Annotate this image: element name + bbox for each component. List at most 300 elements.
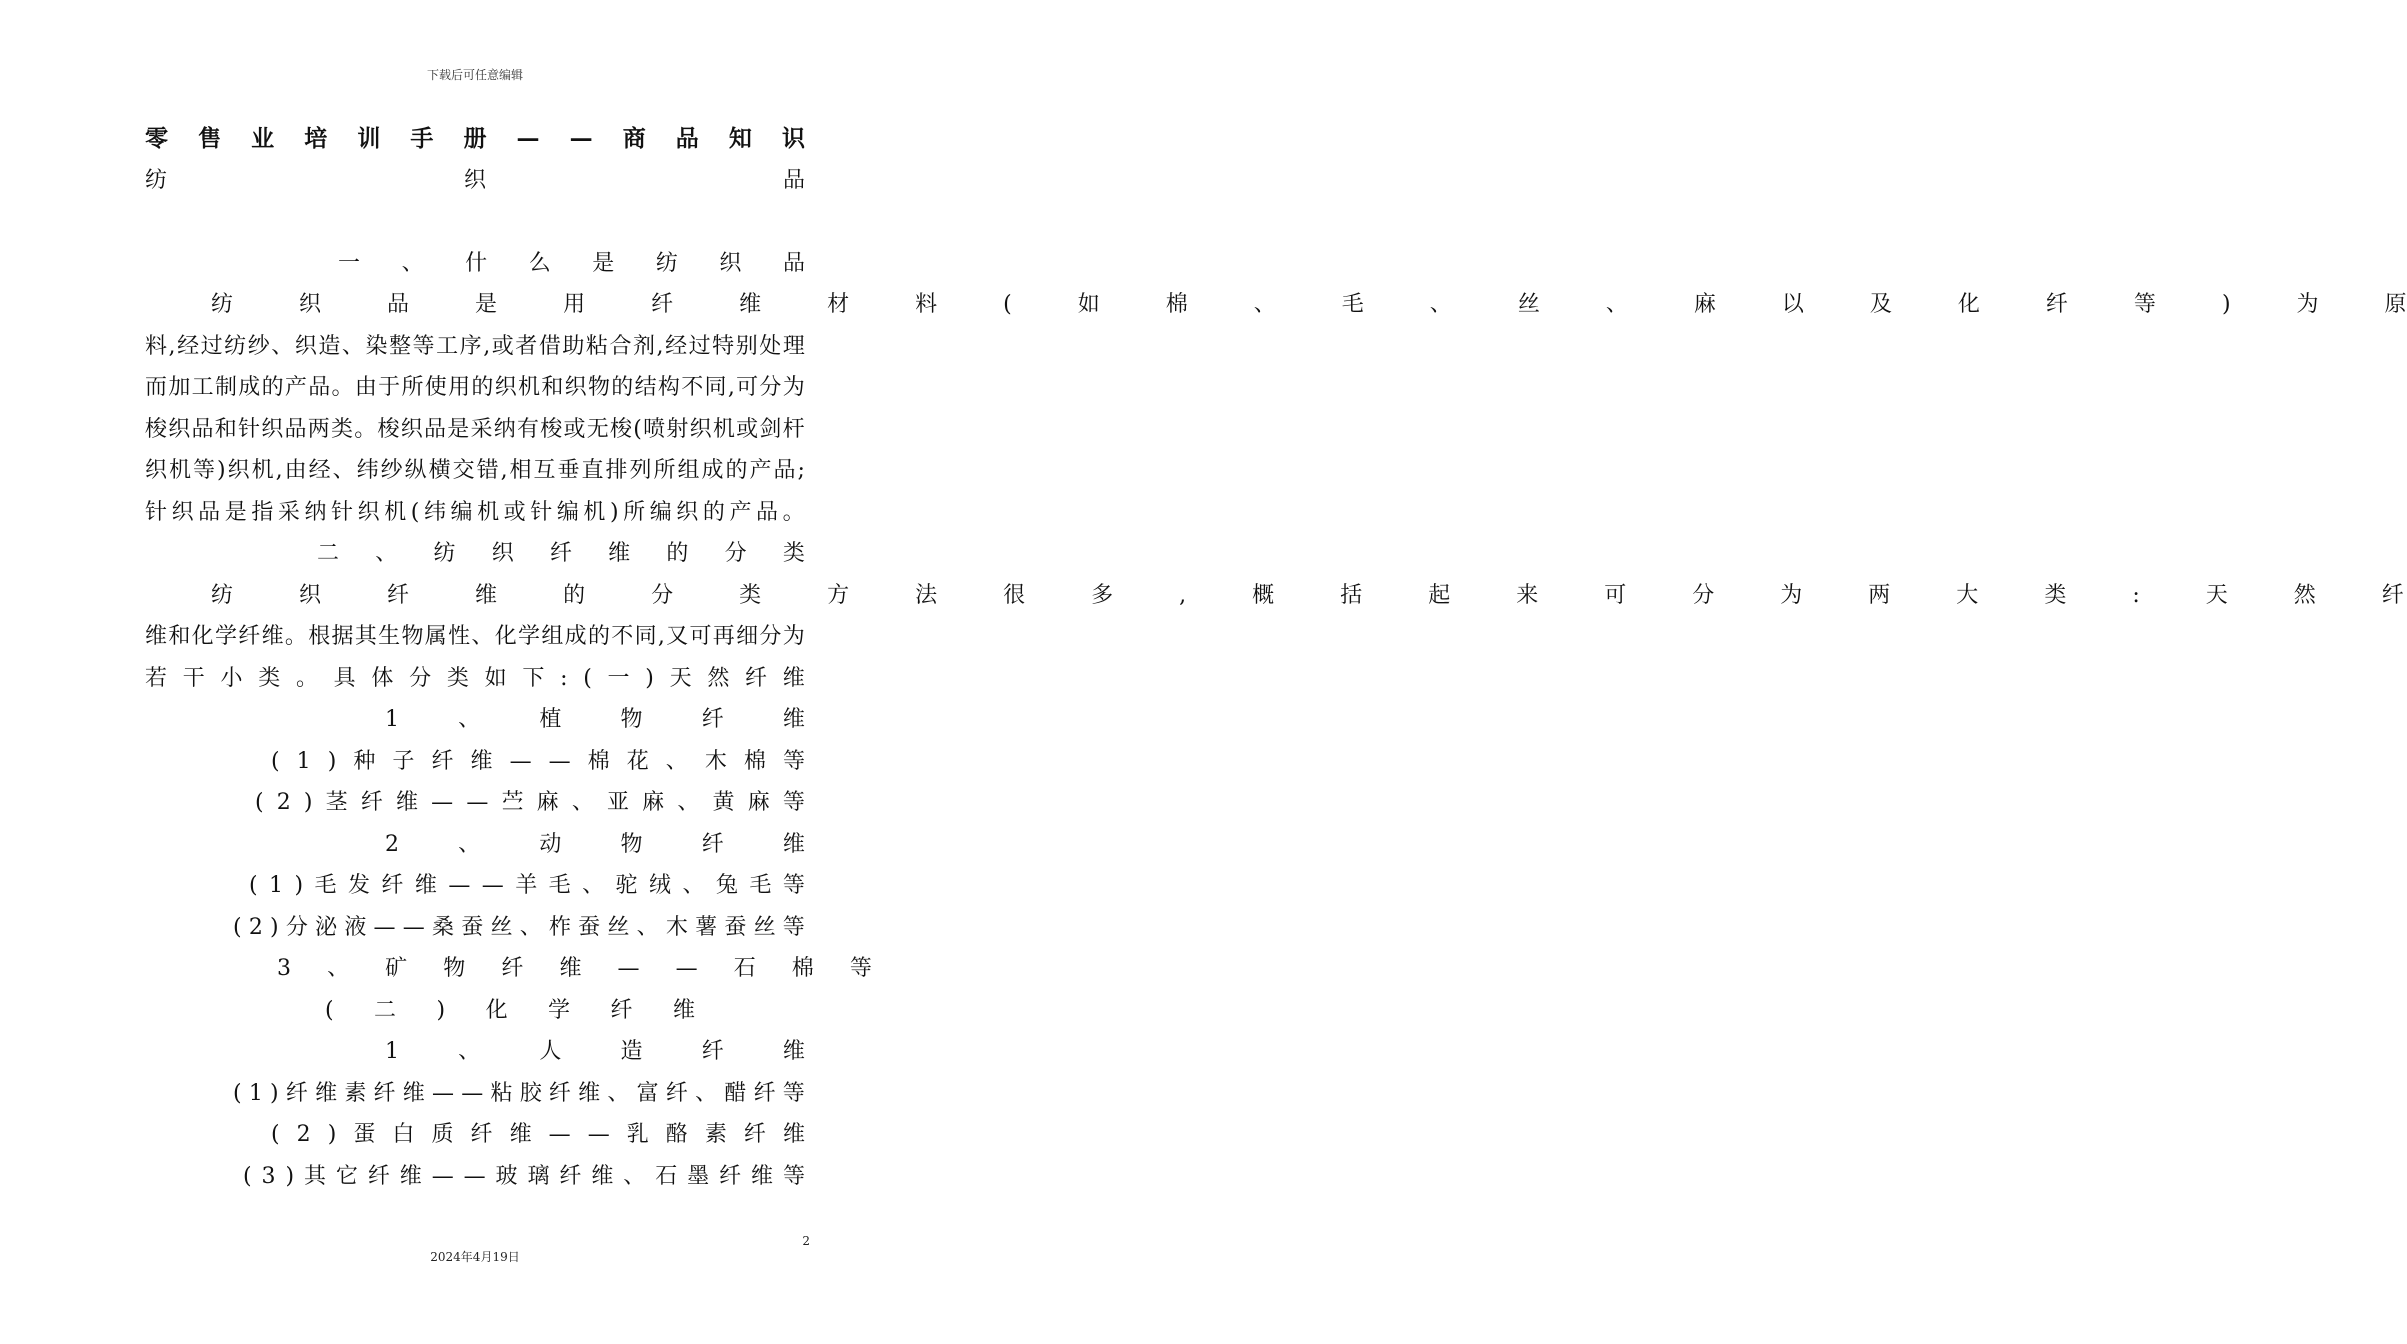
text-char: 丝 <box>607 914 630 940</box>
text-char: 有 <box>517 416 540 442</box>
text-char: 石 <box>655 1163 678 1189</box>
artificial-fiber-heading <box>385 1031 805 1073</box>
text-char: 整 <box>389 333 412 359</box>
text-char: 化 <box>494 624 517 649</box>
text-char: ) <box>303 790 313 815</box>
text-char: 纤 <box>719 1163 742 1189</box>
text-char: 维 <box>396 790 419 815</box>
text-char: 和 <box>214 416 237 442</box>
text-char: 方 <box>827 582 850 608</box>
text-char: 产 <box>284 375 307 400</box>
text-char: 的 <box>563 582 586 608</box>
text-char: 品 <box>773 458 796 483</box>
text-char: 、 <box>401 250 424 276</box>
text-char: — <box>548 748 571 774</box>
text-char: 维 <box>782 1039 805 1064</box>
text-char: 人 <box>539 1039 562 1064</box>
text-char: 、 <box>677 790 700 815</box>
text-char: 料 <box>915 292 938 317</box>
text-char: : <box>560 665 568 691</box>
text-char: 毛 <box>1341 292 1364 317</box>
text-char: 矿 <box>385 956 408 981</box>
text-char: 墨 <box>687 1163 710 1189</box>
text-char: 、 <box>458 831 481 857</box>
text-char: 为 <box>1780 582 1803 608</box>
text-char: 经 <box>177 333 200 359</box>
text-char: 等 <box>412 333 435 359</box>
text-char: 知 <box>728 125 752 152</box>
text-char: 特 <box>712 333 735 359</box>
text-char: 毛 <box>749 873 772 898</box>
text-char: ) <box>645 665 654 691</box>
text-char: — <box>373 914 396 940</box>
text-char: 处 <box>759 333 782 359</box>
text-char: 纺 <box>224 333 247 359</box>
text-char: 是 <box>447 416 470 442</box>
text-char: 用 <box>563 292 586 317</box>
text-char: 品 <box>756 499 779 525</box>
text-char: 排 <box>605 458 628 483</box>
text-char: 织 <box>463 167 486 193</box>
text-char: 纤 <box>360 790 383 815</box>
text-char: ( <box>583 665 592 691</box>
text-char: — <box>516 125 540 152</box>
text-char: 手 <box>410 125 434 152</box>
text-char: 蚕 <box>461 914 484 940</box>
text-char: 、 <box>682 873 705 898</box>
text-char: 纤 <box>470 1122 493 1147</box>
text-char: 成 <box>564 624 587 649</box>
text-char: 品 <box>198 499 221 525</box>
text-char: 无 <box>586 416 609 442</box>
text-char: 材 <box>827 292 850 317</box>
text-char: 酪 <box>665 1122 688 1147</box>
page-footer-date: 2024年4月19日 <box>430 1250 520 1264</box>
text-char: 3 <box>277 956 291 981</box>
text-char: , <box>727 375 735 400</box>
text-char: 列 <box>629 458 652 483</box>
text-char: 品 <box>782 167 805 193</box>
text-char: 等 <box>782 1080 805 1106</box>
text-char: 、 <box>458 707 481 732</box>
text-char: 册 <box>463 125 487 152</box>
text-char: 纤 <box>548 1080 571 1106</box>
text-char: 品 <box>424 416 447 442</box>
text-char: 、 <box>1429 292 1452 317</box>
text-char: 苎 <box>501 790 524 815</box>
text-char: ( <box>233 914 242 940</box>
text-char: 培 <box>304 125 328 152</box>
text-char: 等 <box>2133 292 2156 317</box>
section-1-paragraph-line <box>145 367 805 409</box>
text-char: — <box>431 790 454 815</box>
text-char: 1 <box>269 873 284 898</box>
text-char: 的 <box>725 458 748 483</box>
text-char: 木 <box>665 914 688 940</box>
text-char: 括 <box>1340 582 1363 608</box>
text-char: 纱 <box>380 458 403 483</box>
section-1-paragraph-line <box>145 450 805 492</box>
text-char: 纤 <box>701 831 724 857</box>
animal-fiber-item <box>249 865 805 907</box>
text-char: 如 <box>484 665 507 691</box>
text-char: 、 <box>695 1080 718 1106</box>
text-char: 造 <box>318 333 341 359</box>
text-char: ( <box>1003 292 1012 317</box>
text-char: 组 <box>541 624 564 649</box>
text-char: 分 <box>724 541 747 566</box>
text-char: 然 <box>707 665 730 691</box>
text-char: 其 <box>354 624 377 649</box>
blank-line <box>145 201 805 243</box>
text-char: 品 <box>387 292 410 317</box>
text-char: 质 <box>431 1122 454 1147</box>
text-char: 类 <box>739 582 762 608</box>
text-char: 经 <box>665 333 688 359</box>
text-char: 然 <box>2293 582 2316 608</box>
text-char: ) <box>327 748 337 774</box>
text-char: 。 <box>782 499 805 525</box>
section-1-paragraph-line <box>145 409 805 451</box>
text-char: 纤 <box>2381 582 2404 608</box>
text-char: 法 <box>915 582 938 608</box>
text-char: 维 <box>672 997 695 1023</box>
text-char: — <box>402 914 425 940</box>
text-char: 又 <box>666 624 689 649</box>
text-char: ( <box>271 748 280 774</box>
text-char: 合 <box>609 333 632 359</box>
text-char: 维 <box>782 665 805 691</box>
text-char: 丝 <box>753 914 776 940</box>
text-char: 物 <box>620 831 643 857</box>
text-char: 的 <box>261 375 284 400</box>
text-char: 梭 <box>377 416 400 442</box>
text-char: 维 <box>559 956 582 981</box>
text-char: 2 <box>385 831 399 857</box>
text-char: 维 <box>399 1163 422 1189</box>
text-char: ( <box>255 790 264 815</box>
text-char: 编 <box>649 499 672 525</box>
text-char: 1 <box>385 707 399 732</box>
plant-fiber-heading <box>385 699 805 741</box>
text-char: 是 <box>592 250 615 276</box>
text-char: 指 <box>251 499 274 525</box>
text-char: 属 <box>424 624 447 649</box>
text-char: 纤 <box>610 997 633 1023</box>
text-char: 素 <box>344 1080 367 1106</box>
text-char: 织 <box>294 333 317 359</box>
text-char: 富 <box>636 1080 659 1106</box>
text-char: 织 <box>299 292 322 317</box>
text-char: 粘 <box>585 333 608 359</box>
text-char: 类 <box>258 665 281 691</box>
text-char: 。 <box>331 375 354 400</box>
text-char: 结 <box>634 375 657 400</box>
text-char: 等 <box>849 956 872 981</box>
text-char: 纤 <box>743 1122 766 1147</box>
text-char: 所 <box>653 458 676 483</box>
text-char: 梭 <box>610 416 633 442</box>
text-char: — <box>569 125 593 152</box>
text-char: 横 <box>428 458 451 483</box>
section-1-paragraph-line <box>145 284 2407 326</box>
text-char: , <box>168 333 176 359</box>
text-char: 售 <box>198 125 222 152</box>
text-char: 针 <box>331 499 354 525</box>
text-char: 棉 <box>587 748 610 774</box>
text-char: 机 <box>169 458 192 483</box>
text-char: 理 <box>782 333 805 359</box>
text-char: 一 <box>607 665 630 691</box>
text-char: 维 <box>578 1080 601 1106</box>
text-char: 类 <box>446 665 469 691</box>
text-char: 一 <box>338 250 361 276</box>
text-char: 或 <box>563 416 586 442</box>
text-char: 而 <box>145 375 168 400</box>
document-body <box>145 118 2407 1197</box>
text-char: 2 <box>248 914 263 940</box>
text-char: 制 <box>214 375 237 400</box>
text-char: 同 <box>634 624 657 649</box>
text-char: 维 <box>145 624 168 649</box>
text-char: 采 <box>470 416 493 442</box>
text-char: 子 <box>392 748 415 774</box>
text-char: ) <box>270 1080 279 1106</box>
text-char: 交 <box>452 458 475 483</box>
text-char: 兔 <box>715 873 738 898</box>
text-char: 如 <box>1077 292 1100 317</box>
text-char: 织 <box>719 250 742 276</box>
text-char: 或 <box>736 416 759 442</box>
text-char: 纤 <box>701 1039 724 1064</box>
text-char: 剑 <box>759 416 782 442</box>
text-char: 原 <box>2384 292 2407 317</box>
text-char: 编 <box>450 499 473 525</box>
text-char: 毛 <box>548 873 571 898</box>
text-char: ) <box>217 458 226 483</box>
text-char: 针 <box>238 416 261 442</box>
text-char: 学 <box>518 624 541 649</box>
text-char: 干 <box>182 665 205 691</box>
text-char: 两 <box>307 416 330 442</box>
text-char: 生 <box>378 624 401 649</box>
text-char: 、 <box>341 333 364 359</box>
document-subtitle <box>145 160 805 202</box>
text-char: 二 <box>374 997 397 1023</box>
text-char: — <box>548 1122 571 1147</box>
text-char: 纤 <box>665 1080 688 1106</box>
text-char: 由 <box>354 375 377 400</box>
text-char: , <box>500 458 508 483</box>
text-char: ) <box>609 499 619 525</box>
text-char: 蛋 <box>353 1122 376 1147</box>
text-char: — <box>463 1163 486 1189</box>
text-char: 纳 <box>493 416 516 442</box>
text-char: 、 <box>471 624 494 649</box>
text-char: ( <box>233 1080 242 1106</box>
text-char: 梭 <box>145 416 168 442</box>
plant-fiber-item <box>271 741 805 783</box>
text-char: 分 <box>285 914 308 940</box>
text-char: 织 <box>145 458 168 483</box>
text-char: 垂 <box>557 458 580 483</box>
text-char: 织 <box>227 458 250 483</box>
text-char: 纬 <box>356 458 379 483</box>
text-char: 的 <box>587 624 610 649</box>
text-char: 细 <box>736 624 759 649</box>
text-char: 成 <box>701 458 724 483</box>
text-char: 根 <box>308 624 331 649</box>
text-char: 过 <box>200 333 223 359</box>
text-char: 纱 <box>247 333 270 359</box>
text-char: ( <box>410 499 420 525</box>
text-char: 助 <box>562 333 585 359</box>
text-char: 同 <box>704 375 727 400</box>
text-char: 错 <box>476 458 499 483</box>
text-char: 于 <box>378 375 401 400</box>
text-char: 什 <box>465 250 488 276</box>
section-2-paragraph-line <box>145 616 805 658</box>
text-char: 粘 <box>490 1080 513 1106</box>
text-char: 为 <box>782 624 805 649</box>
text-char: 业 <box>251 125 275 152</box>
text-char: 玻 <box>495 1163 518 1189</box>
text-char: 物 <box>620 707 643 732</box>
text-char: 织 <box>676 499 699 525</box>
document-title <box>145 118 805 160</box>
text-char: — <box>466 790 489 815</box>
text-char: 料 <box>145 333 168 359</box>
text-char: 学 <box>548 997 571 1023</box>
text-char: 机 <box>712 416 735 442</box>
text-char: 机 <box>583 499 606 525</box>
text-char: 1 <box>385 1039 399 1064</box>
text-char: ) <box>436 997 446 1023</box>
text-char: 维 <box>751 1163 774 1189</box>
text-char: 纤 <box>431 748 454 774</box>
text-char: 再 <box>712 624 735 649</box>
text-char: 由 <box>284 458 307 483</box>
text-char: 和 <box>541 375 564 400</box>
text-char: 化 <box>1957 292 1980 317</box>
text-char: 杆 <box>782 416 805 442</box>
text-char: 多 <box>1091 582 1114 608</box>
text-char: 产 <box>749 458 772 483</box>
page-number: 2 <box>802 1234 810 1248</box>
text-char: 2 <box>276 790 291 815</box>
text-char: 纤 <box>559 1163 582 1189</box>
text-char: ( <box>243 1163 252 1189</box>
text-char: 3 <box>261 1163 276 1189</box>
text-char: 纺 <box>211 292 234 317</box>
text-char: 学 <box>214 624 237 649</box>
text-char: 1 <box>296 748 311 774</box>
text-char: 纤 <box>367 1163 390 1189</box>
text-char: 是 <box>475 292 498 317</box>
text-char: — <box>461 1080 484 1106</box>
text-char: 维 <box>315 1080 338 1106</box>
text-char: 纤 <box>238 624 261 649</box>
text-char: 机 <box>384 499 407 525</box>
text-char: 起 <box>1428 582 1451 608</box>
text-char: 胶 <box>519 1080 542 1106</box>
text-char: 丝 <box>1517 292 1540 317</box>
text-char: 品 <box>675 125 699 152</box>
text-char: 、 <box>623 1163 646 1189</box>
text-char: 素 <box>704 1122 727 1147</box>
text-char: 动 <box>539 831 562 857</box>
text-char: 桑 <box>431 914 454 940</box>
section-2-paragraph-line <box>145 575 2404 617</box>
section-1-heading <box>338 243 805 285</box>
text-char: 麻 <box>1693 292 1716 317</box>
text-char: 序 <box>459 333 482 359</box>
text-char: 据 <box>331 624 354 649</box>
text-char: 织 <box>689 416 712 442</box>
text-char: 品 <box>191 416 214 442</box>
text-char: , <box>657 624 665 649</box>
text-char: ( <box>325 997 334 1023</box>
text-char: 小 <box>220 665 243 691</box>
text-char: 机 <box>251 458 274 483</box>
text-char: — <box>431 1163 454 1189</box>
text-char: ) <box>270 914 279 940</box>
mineral-fiber-line <box>277 948 872 990</box>
text-char: 为 <box>782 375 805 400</box>
text-char: 剂 <box>633 333 656 359</box>
text-char: ) <box>327 1122 337 1147</box>
text-char: ( <box>633 416 642 442</box>
text-char: 绒 <box>649 873 672 898</box>
text-char: 织 <box>357 499 380 525</box>
text-char: 维 <box>470 748 493 774</box>
text-char: 纤 <box>501 956 524 981</box>
text-char: — <box>587 1122 610 1147</box>
text-char: 、 <box>519 914 542 940</box>
text-char: 喷 <box>643 416 666 442</box>
text-char: 类 <box>782 541 805 566</box>
text-char: 成 <box>238 375 261 400</box>
text-char: 借 <box>538 333 561 359</box>
text-char: , <box>656 333 664 359</box>
text-char: 纤 <box>373 1080 396 1106</box>
text-char: 2 <box>296 1122 311 1147</box>
text-char: 维 <box>739 292 762 317</box>
text-char: 纤 <box>745 665 768 691</box>
text-char: 很 <box>1003 582 1026 608</box>
text-char: 棉 <box>791 956 814 981</box>
text-char: 柞 <box>548 914 571 940</box>
page-header-note: 下载后可任意编辑 <box>426 68 523 82</box>
text-char: — <box>617 956 640 981</box>
text-char: 商 <box>622 125 646 152</box>
text-char: 概 <box>1252 582 1275 608</box>
text-char: 天 <box>669 665 692 691</box>
text-char: 经 <box>308 458 331 483</box>
animal-fiber-heading <box>385 824 805 866</box>
text-char: 天 <box>2205 582 2228 608</box>
text-char: 石 <box>733 956 756 981</box>
text-char: 用 <box>448 375 471 400</box>
text-char: ( <box>249 873 258 898</box>
text-char: ; <box>797 458 805 483</box>
text-char: 、 <box>458 1039 481 1064</box>
text-char: 品 <box>782 250 805 276</box>
text-char: 纤 <box>387 582 410 608</box>
text-char: 羊 <box>515 873 538 898</box>
chemical-fiber-heading <box>325 990 695 1032</box>
text-char: 相 <box>509 458 532 483</box>
